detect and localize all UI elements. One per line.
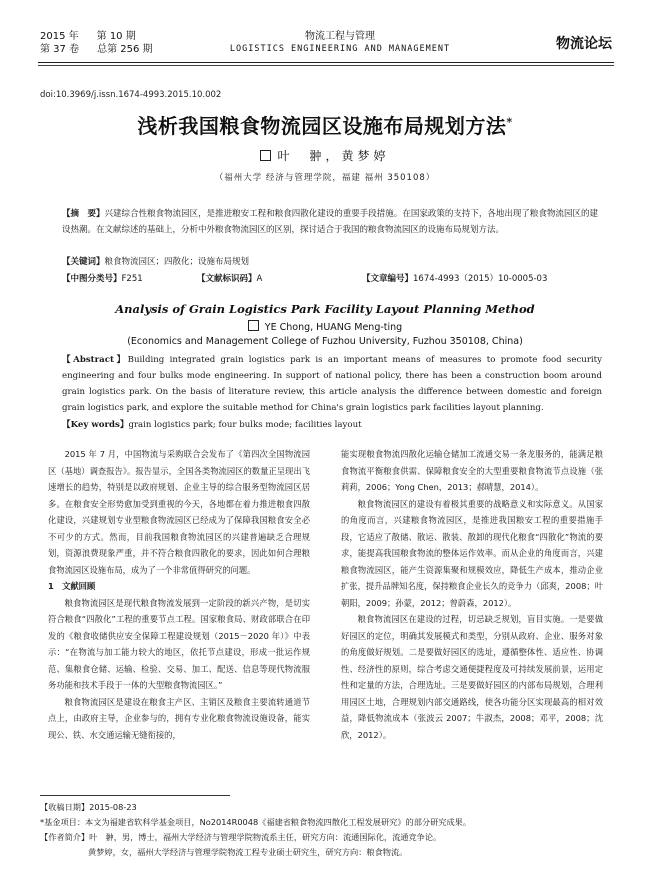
header-rule: [38, 62, 614, 63]
header-year: 2015 年: [40, 31, 79, 42]
document-code-label: 【文献标识码】: [197, 274, 257, 284]
section-heading: 1 文献回顾: [48, 581, 96, 591]
header-column-name: 物流论坛: [556, 36, 612, 52]
abstract-en-label: 【Abstract】: [62, 355, 128, 365]
journal-name-cn: 物流工程与管理: [305, 31, 375, 42]
footnote-author-1: 【作者简介】叶 翀，男，博士，福州大学经济与管理学院物流系主任，研究方向：流通国际化，流通竞争论。: [40, 832, 442, 842]
keywords-en: [62, 418, 602, 430]
body-column-right: [341, 446, 603, 743]
article-number-value: 1674-4993（2015）10-0005-03: [413, 274, 548, 284]
author-box-icon-en: [248, 320, 259, 331]
header-total-issue: 总第 256 期: [97, 44, 153, 55]
header-volume: 第 37 卷: [40, 44, 80, 55]
header-issue-number: 第 10 期: [96, 31, 136, 42]
document-code-value: A: [256, 274, 263, 284]
body-paragraph: 2015 年 7 月，中国物流与采购联合会发布了《第四次全国物流园区（基地）调查报告》。报告显示，全国各类物流园区的数量正呈现出飞速增长的趋势，特别是以政府规划、企业主导的综合服务型物流园区居多。在粮食安全形势愈加受到重视的今天，各地都在着力推进粮食四散化建设，兴建规划专业型粮食物流园区已经成为了保障我国粮食安全必不可少的方式。然而，目前我国粮食物流园区的兴建普遍缺乏合理规划，资源浪费现象严重，并不符合粮食四散化的要求，因此如何合理粮食物流园区设施布局，成为了一个非常值得研究的问题。: [48, 449, 310, 575]
abstract-cn-label: 【摘 要】: [62, 209, 105, 219]
footnote-fund: *基金项目：本文为福建省软科学基金项目，No2014R0048《福建省粮食物流四散化工程发展研究》的部分研究成果。: [40, 817, 472, 827]
authors-en-text: YE Chong, HUANG Meng-ting: [264, 322, 403, 333]
header-issue-info: [40, 30, 153, 56]
authors-en: [0, 320, 650, 333]
article-title-cn: [0, 110, 650, 139]
title-cn-text: 浅析我国粮食物流园区设施布局规划方法: [137, 114, 507, 138]
keywords-cn-label: 【关键词】: [62, 257, 105, 267]
doi: doi:10.3969/j.issn.1674-4993.2015.10.002: [40, 90, 222, 100]
keywords-cn-text: 粮食物流园区；四散化；设施布局规划: [104, 257, 250, 267]
abstract-cn: [62, 206, 598, 238]
clc-number: [62, 272, 143, 284]
body-paragraph: 粮食物流园区是建设在粮食主产区、主销区及粮食主要流转通道节点上，由政府主导，企业参与的，拥有专业化粮食物流设施设备，能实现公、铁、水交通运输无缝衔接的，: [48, 696, 310, 740]
body-paragraph: 能实现粮食物流四散化运输仓储加工流通交易一条龙服务的，能满足粮食物流平衡粮食供需、保障粮食安全的大型重要粮食物流节点设施（张莉莉，2006；Yong Chen，2013；郝晴慧，2014）。: [341, 449, 603, 492]
keywords-en-label: 【Key words】: [62, 420, 129, 430]
authors-cn-text: 叶 翀，黄梦婷: [277, 149, 390, 163]
title-fund-mark: *: [506, 115, 513, 129]
body-paragraph: 粮食物流园区的建设有着极其重要的战略意义和实际意义。从国家的角度而言，兴建粮食物流园区，是推进我国粮安工程的重要措施手段，它适应了散储、散运、散装、散卸的现代化粮食“四散化”物流的要求，能提高我国粮食物流的整体运作效率。而从企业的角度而言，兴建粮食物流园区，能产生资源集聚和规模效应，降低生产成本，推动企业扩张，提升品牌知名度，保持粮食企业长久的竞争力（邱爽，2008；叶朝阳，2009；孙蒙，2012；曾蔚森，2012）。: [341, 498, 603, 608]
article-title-en: Analysis of Grain Logistics Park Facility Layout Planning Method: [115, 302, 535, 316]
footnote-received: 【收稿日期】2015-08-23: [40, 802, 137, 812]
footnote-author-2: 黄梦婷，女，福州大学经济与管理学院物流工程专业硕士研究生，研究方向：粮食物流。: [88, 847, 408, 857]
document-code: [197, 272, 262, 284]
clc-value: F251: [121, 274, 143, 284]
abstract-en-text: Building integrated grain logistics park is an important means of measures to promote food security engineering and four bulks mode engineering. In support of national policy, there has been a construction boom around grain logistics park. On the basis of literature review, this article analysis the difference between domestic and foreign grain logistics park, and explore the suitable method for China's grain logistics park facilities layout planning.: [62, 355, 602, 413]
footnotes: [40, 800, 615, 860]
authors-cn: [0, 147, 650, 164]
body-column-left: [48, 446, 310, 743]
article-number-label: 【文章编号】: [362, 274, 414, 284]
affiliation-en: (Economics and Management College of Fuzhou University, Fuzhou 350108, China): [127, 336, 523, 347]
journal-name-en: LOGISTICS ENGINEERING AND MANAGEMENT: [229, 44, 451, 54]
body-paragraph: 粮食物流园区在建设的过程，切忌缺乏规划，盲目实施。一是要做好园区的定位，明确其发展模式和类型，分别从政府、企业、服务对象的角度做好规划。二是要做好园区的选址，遵循整体性、适应性、协调性、经济性的原则，综合考虑交通便捷程度及可持续发展前景，运用定性和定量的方法，合理选址。三是要做好园区的内部布局规划，合理利用园区土地，合理规划内部交通路线，使各功能分区实现最高的相对效益，降低物流成本（张波云 2007；牛淑杰，2008；邓平，2008；沈欣，2012）。: [341, 614, 603, 740]
header-journal: [200, 30, 480, 56]
keywords-en-text: grain logistics park; four bulks mode; facilities layout: [128, 420, 362, 430]
clc-label: 【中图分类号】: [62, 274, 122, 284]
article-number: [362, 272, 547, 284]
header-rule-thin: [38, 65, 614, 66]
author-box-icon: [260, 150, 271, 161]
keywords-cn: [62, 255, 598, 267]
body-paragraph: 粮食物流园区是现代粮食物流发展到一定阶段的新兴产物，是切实符合粮食“四散化”工程的重要节点工程。国家粮食局、财政部联合在印发的《粮食收储供应安全保障工程建设规划（2015－2020 年）》中表示：“在物流与加工能力较大的地区，依托节点建设，形成一批运作规范、集粮食仓储、运输、检验、交易、加工、配送、信息等现代物流服务功能和技术手段于一体的大型粮食物流园区。”: [48, 597, 310, 690]
footnote-rule: [40, 795, 230, 796]
affiliation-cn: （福州大学 经济与管理学院，福建 福州 350108）: [214, 173, 436, 183]
abstract-en: [62, 352, 602, 416]
abstract-cn-text: 兴建综合性粮食物流园区，是推进粮安工程和粮食四散化建设的重要手段措施。在国家政策的支持下，各地出现了粮食物流园区的建设热潮。在文献综述的基础上，分析中外粮食物流园区的区别，探讨适合于我国的粮食物流园区的设施布局规划方法。: [62, 209, 598, 235]
